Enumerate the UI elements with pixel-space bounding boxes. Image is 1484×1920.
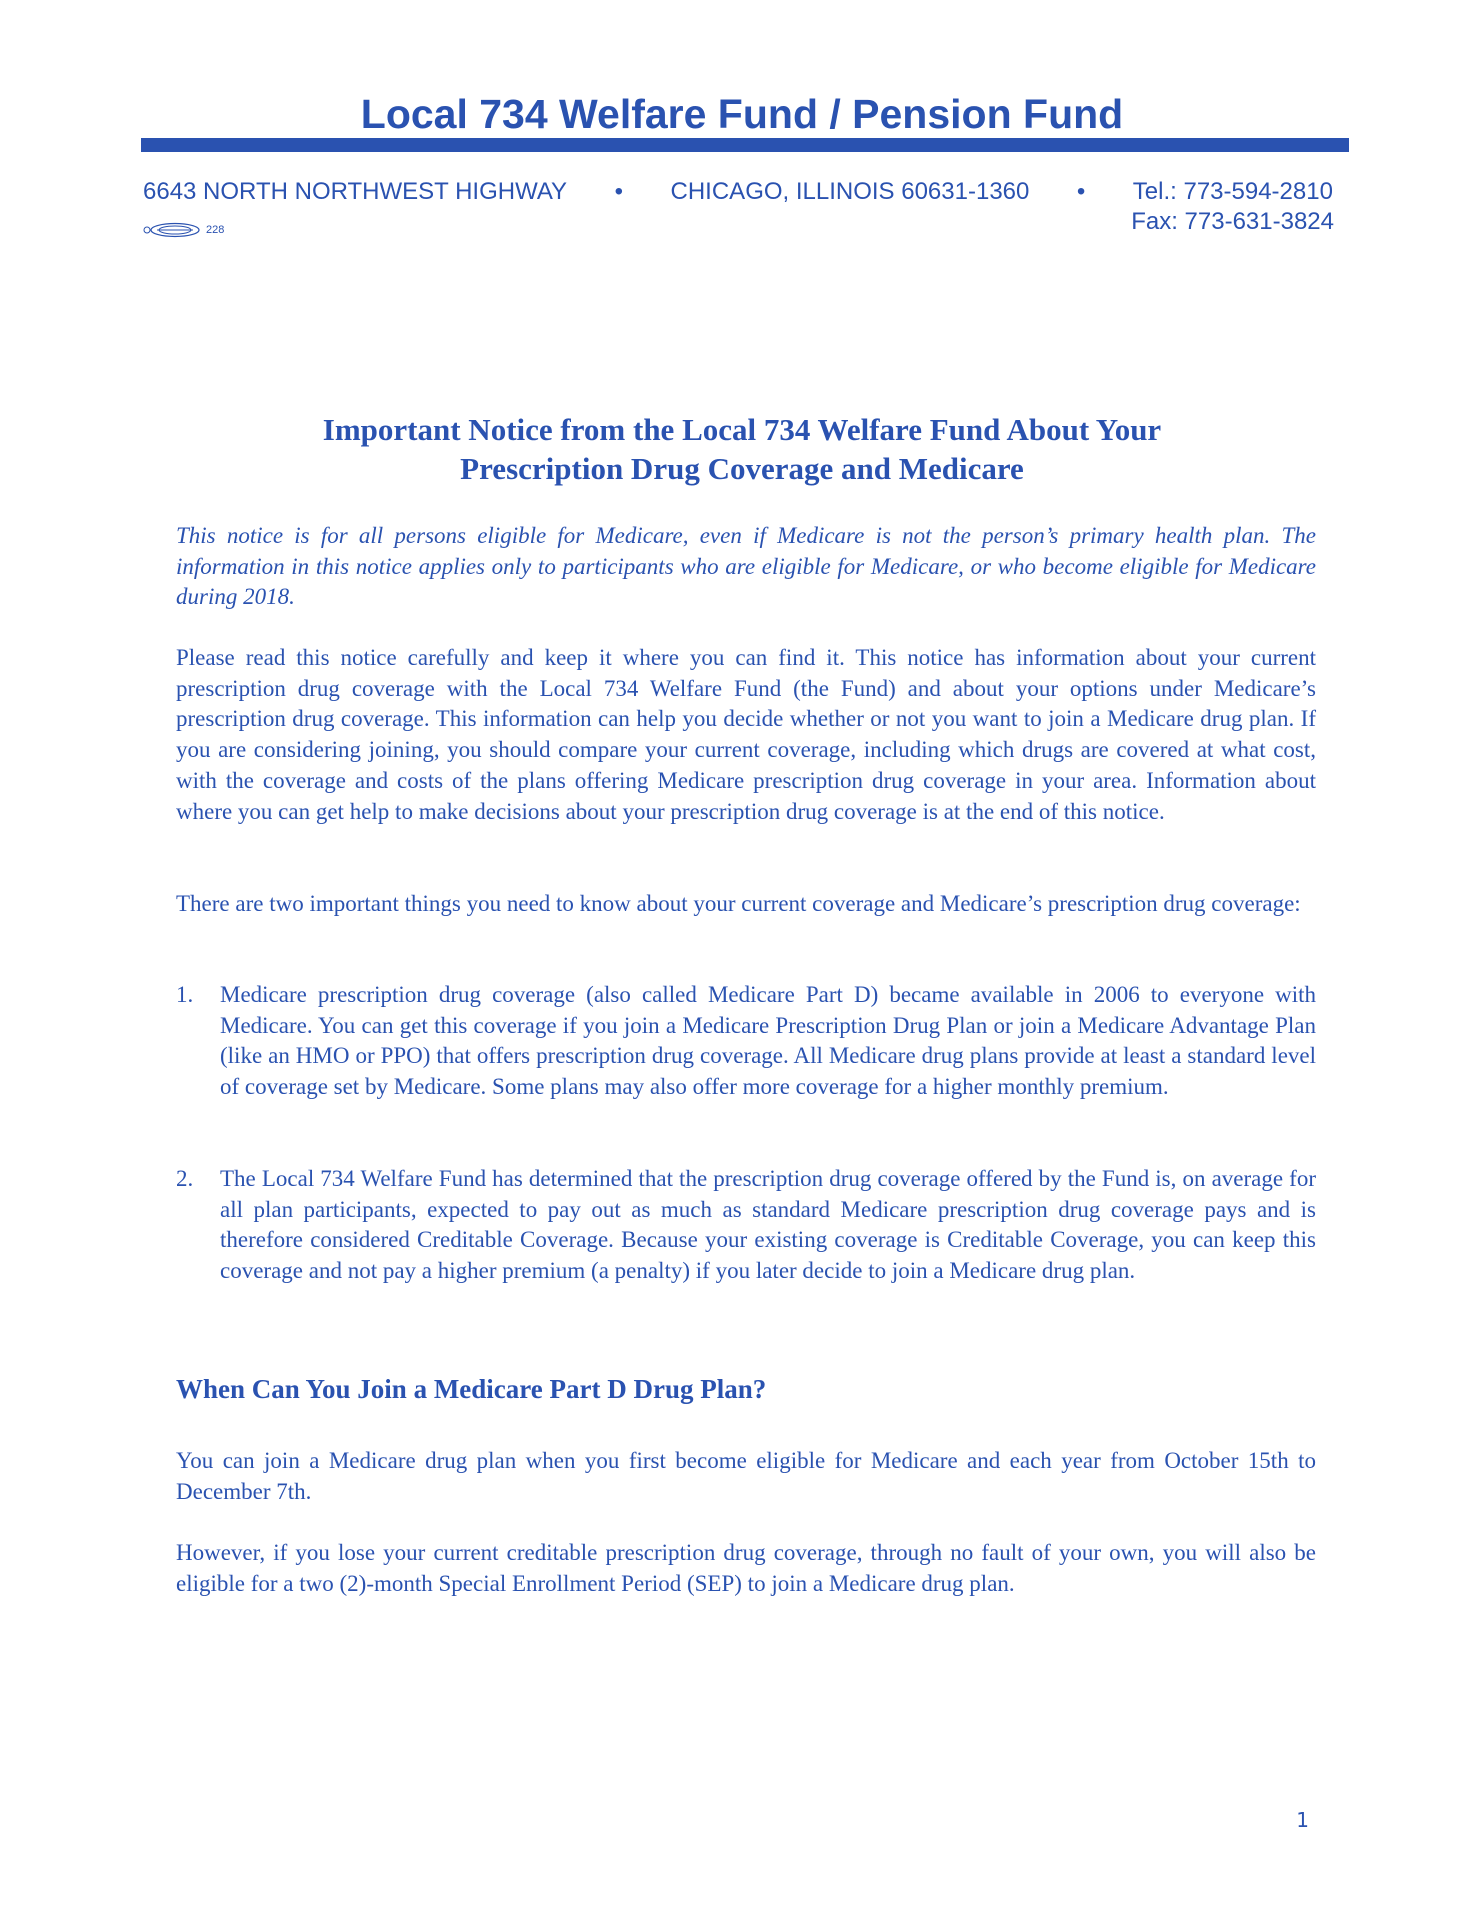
section-heading: When Can You Join a Medicare Part D Drug Plan? bbox=[176, 1374, 767, 1404]
intro-paragraph: This notice is for all persons eligible for Medicare, even if Medicare is not the person’s primary health plan. The information in this notice applies only to participants who are eligible for Medicare, or who become eligible for Medicare during 2018. bbox=[176, 523, 1316, 610]
paragraph-two-things: There are two important things you need to know about your current coverage and Medicare’s prescription drug coverage: bbox=[176, 891, 1301, 916]
city-state-zip: CHICAGO, ILLINOIS 60631-1360 bbox=[670, 178, 1030, 205]
bullet-separator: • bbox=[614, 178, 623, 205]
notice-title-line1: Important Notice from the Local 734 Welfare Fund About Your bbox=[322, 412, 1162, 447]
list-item bbox=[176, 1164, 1316, 1287]
union-label-icon bbox=[143, 222, 203, 238]
paragraph-read-notice: Please read this notice carefully and keep it where you can find it. This notice has information about your current prescription drug coverage with the Local 734 Welfare Fund (the Fund) and about your options under Medicare’s prescription drug coverage. This information can help you decide whether or not you want to join a Medicare drug plan. If you are considering joining, you should compare your current coverage, including which drugs are covered at what cost, with the coverage and costs of the plans offering Medicare prescription drug coverage in your area. Information about where you can get help to make decisions about your prescription drug coverage is at the end of this notice. bbox=[176, 645, 1316, 824]
list-item bbox=[176, 980, 1316, 1103]
notice-title bbox=[160, 410, 1324, 488]
paragraph-join-period: You can join a Medicare drug plan when you first become eligible for Medicare and each year from October 15th to December 7th. bbox=[176, 1448, 1316, 1504]
notice-title-line2: Prescription Drug Coverage and Medicare bbox=[460, 451, 1024, 486]
union-bug bbox=[143, 222, 224, 238]
page-number: 1 bbox=[1296, 1808, 1309, 1832]
list-number: 2. bbox=[176, 1166, 194, 1191]
paragraph-special-enrollment: However, if you lose your current creditable prescription drug coverage, through no fault of your own, you will also be eligible for a two (2)-month Special Enrollment Period (SEP) to join a Medicare drug plan. bbox=[176, 1540, 1316, 1596]
list-text: The Local 734 Welfare Fund has determined that the prescription drug coverage offered by the Fund is, on average for all plan participants, expected to pay out as much as standard Medicare prescription drug coverage pays and is therefore considered Creditable Coverage. Because your existing coverage is Creditable Coverage, you can keep this coverage and not pay a higher premium (a penalty) if you later decide to join a Medicare drug plan. bbox=[220, 1166, 1316, 1284]
list-text: Medicare prescription drug coverage (also called Medicare Part D) became available in 2006 to everyone with Medicare. You can get this coverage if you join a Medicare Prescription Drug Plan or join a Medicare Advantage Plan (like an HMO or PPO) that offers prescription drug coverage. All Medicare drug plans provide at least a standard level of coverage set by Medicare. Some plans may also offer more coverage for a higher monthly premium. bbox=[220, 982, 1316, 1100]
address-line bbox=[143, 178, 1333, 206]
bullet-separator: • bbox=[1076, 178, 1086, 205]
fax-number: Fax: 773-631-3824 bbox=[1131, 208, 1334, 235]
list-number: 1. bbox=[176, 982, 194, 1007]
street-address: 6643 NORTH NORTHWEST HIGHWAY bbox=[143, 178, 568, 205]
telephone-number: Tel.: 773-594-2810 bbox=[1132, 178, 1333, 205]
letterhead-rule bbox=[141, 138, 1349, 152]
letterhead-title: Local 734 Welfare Fund / Pension Fund bbox=[360, 91, 1124, 137]
union-bug-number: 228 bbox=[206, 224, 225, 236]
